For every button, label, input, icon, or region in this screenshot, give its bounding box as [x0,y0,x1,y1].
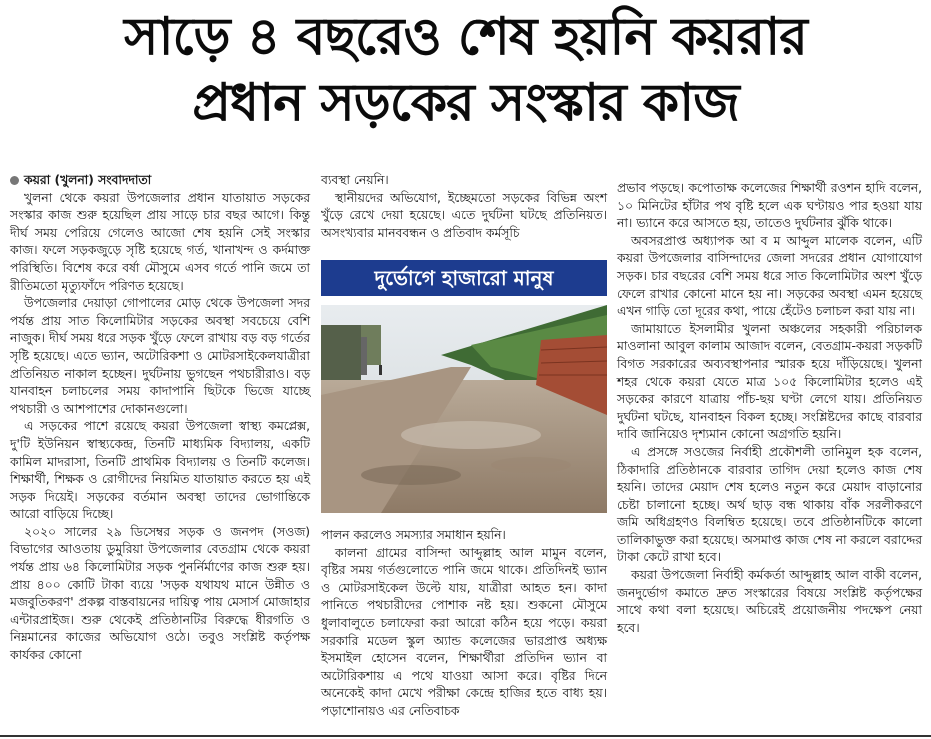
paragraph: কালনা গ্রামের বাসিন্দা আব্দুল্লাহ আল মামুন বলেন, বৃষ্টির সময় গর্তগুলোতে পানি জমে থাকে। প্রতিদিনই ভ্যান ও মোটরসাইকেল উল্টে যায়, যাত্রীরা আহত হন। কাদা পানিতে পথচারীদের পোশাক নষ্ট হয়। শুকনো মৌসুমে ধুলাবালুতে চলাফেরা করা আরো কঠিন হয়ে পড়ে। কয়রা সরকারি মডেল স্কুল অ্যান্ড কলেজের ভারপ্রাপ্ত অধ্যক্ষ ইসমাইল হোসেন বলেন, শিক্ষার্থীরা প্রতিদিন ভ্যান বা অটোরিকশায় এ পথে যাওয়া আসা করে। বৃষ্টির দিনে অনেকেই কাদা মেখে পরীক্ষা কেন্দ্রে হাজির হতে বাধ্য হয়। পড়াশোনায়ও এর নেতিবাচক [321,545,607,718]
bottom-rule [0,735,931,737]
paragraph: কয়রা উপজেলা নির্বাহী কর্মকর্তা আব্দুল্লাহ আল বাকী বলেন, জনদুর্ভোগ কমাতে দ্রুত সংস্কারের বিষয়ে সংশ্লিষ্ট কর্তৃপক্ষের সাথে কথা বলা হয়েছে। অচিরেই প্রয়োজনীয় পদক্ষেপ নেয়া হবে। [617,568,922,635]
paragraph: এ প্রসঙ্গে সওজের নির্বাহী প্রকৌশলী তানিমুল হক বলেন, ঠিকাদারি প্রতিষ্ঠানকে বারবার তাগিদ দেয়া হলেও কাজ শেষ হয়নি। তাদের মেয়াদ শেষ হলেও নতুন করে মেয়াদ বাড়ানোর চেষ্টা চালানো হচ্ছে। অর্থ ছাড় বন্ধ থাকায় বাঁক সরলীকরণে জমি অধিগ্রহণও বিলম্বিত হয়েছে। তবে প্রতিষ্ঠানটিকে কালো তালিকাভুক্ত করা হয়েছে। অসমাপ্ত কাজ শেষ না করলে বরাদ্দের টাকা কেটে রাখা হবে। [617,444,922,565]
paragraph: উপজেলার দেয়াড়া গোপালের মোড় থেকে উপজেলা সদর পর্যন্ত প্রায় সাত কিলোমিটার সড়কের অবস্থা সবচেয়ে বেশি নাজুক। দীর্ঘ সময় ধরে সড়ক খুঁড়ে ফেলে রাখায় বড় বড় গর্তের সৃষ্টি হয়েছে। এতে ভ্যান, অটোরিকশা ও মোটরসাইকেলযাত্রীরা প্রতিনিয়ত নাকাল হচ্ছেন। দুর্ঘটনায় ভুগছেন পথচারীরাও। বড় যানবাহন চলাচলের সময় কাদাপানি ছিটকে ভিজে যাচ্ছে পথচারী ও আশপাশের দোকানগুলো। [10,296,310,416]
paragraph: পালন করলেও সমস্যার সমাধান হয়নি। [321,528,506,542]
paragraph: প্রভাব পড়ছে। কপোতাক্ষ কলেজের শিক্ষার্থী রওশন হাদি বলেন, ১০ মিনিটের হাঁটার পথ বৃষ্টি হলে এক ঘণ্টায়ও পার হওয়া যায় না। ভ্যানে করে আসতে হয়, তাতেও দুর্ঘটনার ঝুঁকি থাকে। [617,181,922,231]
article-column-1 [10,172,310,665]
paragraph: স্থানীয়দের অভিযোগ, ইচ্ছেমতো সড়কের বিভিন্ন অংশ খুঁড়ে রেখে দেয়া হয়েছে। এতে দুর্ঘটনা ঘটছে প্রতিনিয়ত। অসংখ্যবার মানববন্ধন ও প্রতিবাদ কর্মসূচি [321,190,607,240]
paragraph: অবসরপ্রাপ্ত অধ্যাপক আ ব ম আব্দুল মালেক বলেন, এটি কয়রা উপজেলার বাসিন্দাদের জেলা সদরের প্রধান যোগাযোগ সড়ক। চার বছরের বেশি সময় ধরে সাত কিলোমিটার অংশ খুঁড়ে ফেলে রাখার কোনো মানে হয় না। সড়কের অবস্থা এমন হয়েছে এখন গাড়ি তো দূরের কথা, পায়ে হেঁটেও চলাচল করা যায় না। [617,233,922,319]
paragraph: ২০২০ সালের ২৯ ডিসেম্বর সড়ক ও জনপদ (সওজ) বিভাগের আওতায় ডুমুরিয়া উপজেলার বেতগ্রাম থেকে কয়রা পর্যন্ত প্রায় ৬৪ কিলোমিটার সড়ক পুনর্নির্মাণের কাজ শুরু হয়। প্রায় ৪০০ কোটি টাকা ব্যয়ে 'সড়ক যথাযথ মানে উন্নীত ও মজবুতিকরণ' প্রকল্প বাস্তবায়নের দায়িত্ব পায় মেসার্স মোজাহার এন্টারপ্রাইজ। শুরু থেকেই প্রতিষ্ঠানটির বিরুদ্ধে ধীরগতি ও নিম্নমানের কাজের অভিযোগ ওঠে। তবুও সংশ্লিষ্ট কর্তৃপক্ষ কার্যকর কোনো [10,524,310,663]
paragraph: জামায়াতে ইসলামীর খুলনা অঞ্চলের সহকারী পরিচালক মাওলানা আবুল কালাম আজাদ বলেন, বেতগ্রাম-কয়রা সড়কটি বিগত সরকারের অব্যবস্থাপনার স্মারক হয়ে দাঁড়িয়েছে। খুলনা শহর থেকে কয়রা যেতে মাত্র ১০৫ কিলোমিটার হলেও এই সড়কের কারণে যাত্রায় পাঁচ-ছয় ঘণ্টা লেগে যায়। প্রতিনিয়ত দুর্ঘটনা ঘটছে, যানবাহন বিকল হচ্ছে। সংশ্লিষ্টদের কাছে বারবার দাবি জানিয়েও দৃশ্যমান কোনো অগ্রগতি হয়নি। [617,321,922,442]
headline [0,4,931,136]
bullet-icon [10,176,19,185]
subheading-banner: দুর্ভোগে হাজারো মানুষ [321,260,607,296]
paragraph: ব্যবস্থা নেয়নি। [321,173,389,187]
article-column-2-bottom [321,527,607,721]
byline [10,172,310,190]
headline-line-1: সাড়ে ৪ বছরেও শেষ হয়নি কয়রার [124,7,807,67]
article-column-3 [617,180,922,637]
road-photo-illustration [321,305,607,513]
paragraph: এ সড়কের পাশে রয়েছে কয়রা উপজেলা স্বাস্থ্য কমপ্লেক্স, দু'টি ইউনিয়ন স্বাস্থ্যকেন্দ্র, তিনটি মাধ্যমিক বিদ্যালয়, একটি কামিল মাদরাসা, তিনটি প্রাথমিক বিদ্যালয় ও তিনটি কলেজ। শিক্ষার্থী, শিক্ষক ও রোগীদের নিয়মিত যাতায়াত করতে হয় এই সড়ক দিয়েই। সড়কের বর্তমান অবস্থা তাদের ভোগান্তিকে আরো বাড়িয়ে দিচ্ছে। [10,419,310,522]
headline-line-2: প্রধান সড়কের সংস্কার কাজ [192,73,739,133]
paragraph: খুলনা থেকে কয়রা উপজেলার প্রধান যাতায়াত সড়কের সংস্কার কাজ শুরু হয়েছিল প্রায় সাড়ে চার বছর আগে। কিন্তু দীর্ঘ সময় পেরিয়ে গেলেও আজো শেষ হয়নি সেই সংস্কার কাজ। ফলে সড়কজুড়ে সৃষ্টি হয়েছে গর্ত, খানাখন্দ ও কর্দমাক্ত পরিস্থিতি। বিশেষ করে বর্ষা মৌসুমে এসব গর্তে পানি জমে তা রীতিমতো মৃত্যুফাঁদে পরিণত হয়েছে। [10,190,310,293]
byline-text: কয়রা (খুলনা) সংবাদদাতা [24,173,152,187]
article-column-2-top [321,172,607,242]
road-photo [321,305,607,513]
